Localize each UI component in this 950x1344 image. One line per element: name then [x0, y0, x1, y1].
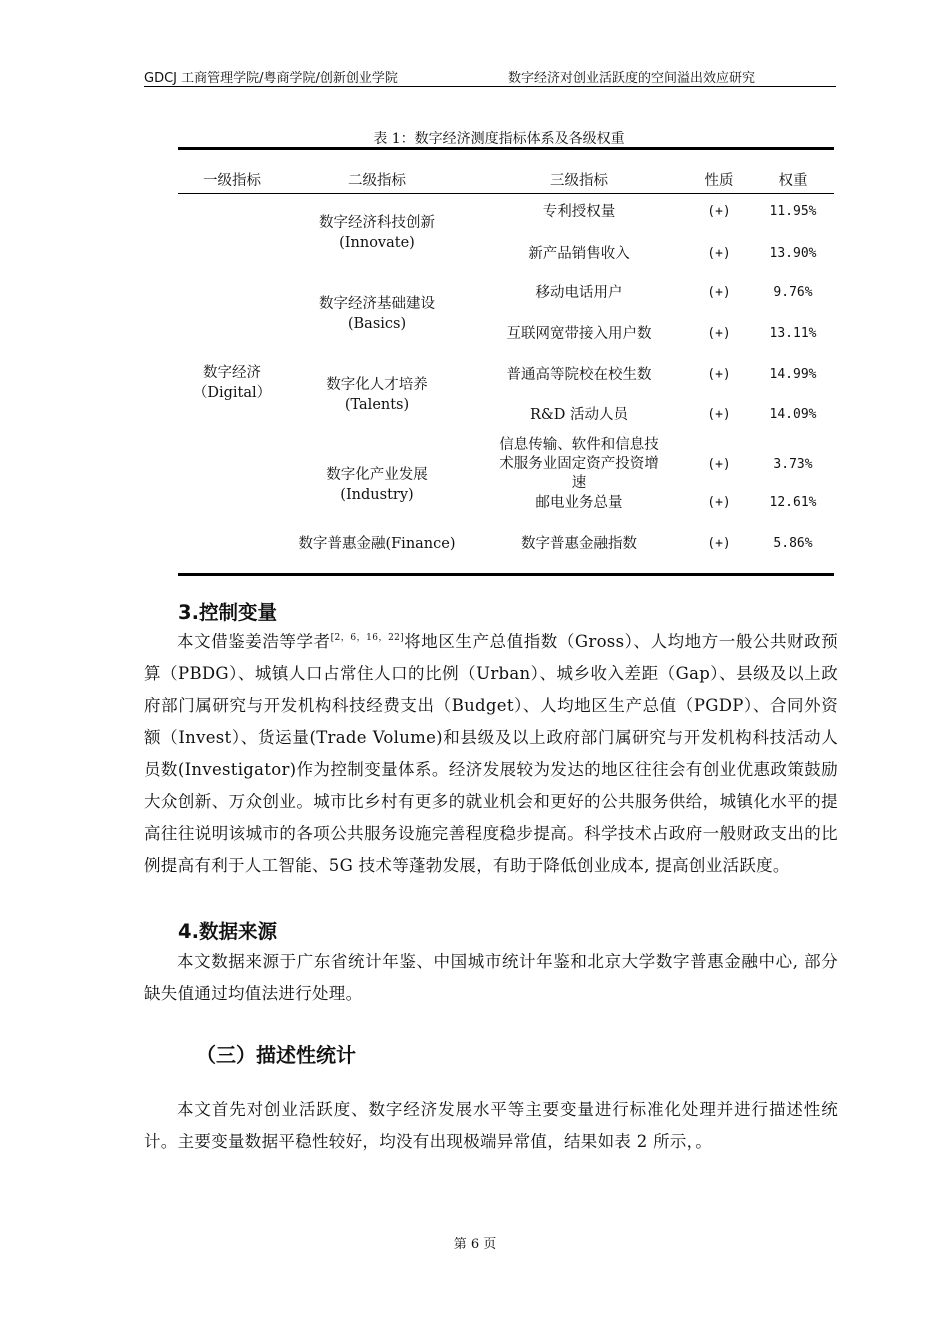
level2-name: 数字经济科技创新 [319, 215, 435, 231]
section-heading-descriptive-stats: （三）描述性统计 [196, 1043, 356, 1067]
descriptive-stats-paragraph [144, 1094, 838, 1158]
level2-en: (Talents) [344, 397, 410, 413]
level2-en: (Basics) [347, 316, 407, 332]
nature-cell: (+) [707, 246, 731, 261]
indicator-cell: 新产品销售收入 [528, 246, 630, 262]
paragraph-text: 本文首先对创业活跃度、数字经济发展水平等主要变量进行标准化处理并进行描述性统计。主要变量数据平稳性较好，均没有出现极端异常值，结果如表 2 所示，。 [144, 1100, 838, 1151]
indicator-cell: 普通高等院校在校生数 [506, 367, 652, 383]
weight-cell: 3.73% [773, 457, 813, 472]
section-heading-control-variables: 3.控制变量 [178, 601, 277, 624]
control-variables-paragraph [144, 626, 838, 882]
nature-cell: (+) [707, 495, 731, 510]
indicator-line: 术服务业固定资产投资增 [499, 456, 659, 472]
level2-cell [284, 375, 470, 415]
level2-en: (Innovate) [339, 235, 415, 251]
table-header-rule [178, 193, 834, 194]
level2-en: (Industry) [340, 487, 414, 503]
level2-name: 数字经济基础建设 [319, 296, 435, 312]
weight-cell: 14.99% [769, 367, 817, 382]
data-sources-paragraph [144, 946, 838, 1010]
table-header-level3: 三级指标 [550, 173, 608, 189]
weight-cell: 5.86% [773, 536, 813, 551]
nature-cell: (+) [707, 204, 731, 219]
table-header-nature: 性质 [704, 173, 734, 189]
indicator-line: 速 [571, 475, 587, 491]
indicator-cell: 移动电话用户 [535, 285, 623, 301]
indicator-line: 信息传输、软件和信息技 [499, 437, 659, 453]
table-header-level1: 一级指标 [203, 173, 261, 189]
weight-cell: 12.61% [769, 495, 817, 510]
level1-name: 数字经济 [203, 365, 261, 381]
indicator-cell: 专利授权量 [542, 204, 616, 220]
section-heading-data-sources: 4.数据来源 [178, 920, 277, 943]
table-top-rule [178, 147, 834, 150]
weight-cell: 9.76% [773, 285, 813, 300]
paragraph-text: 本文借鉴姜浩等学者 [177, 632, 331, 651]
citation: [2，6，16，22] [330, 633, 404, 643]
indicator-cell: R&D 活动人员 [529, 407, 629, 423]
nature-cell: (+) [707, 326, 731, 341]
level2-name: 数字化产业发展 [326, 467, 428, 483]
paragraph-text: 将地区生产总值指数（Gross）、人均地方一般公共财政预算（PBDG）、城镇人口占常住人口的比例（Urban）、城乡收入差距（Gap）、县级及以上政府部门属研究与开发机构科技经费支出（Budget）、人均地区生产总值（PGDP）、合同外资额（Invest）、货运量(Trade Volume)和县级及以上政府部门属研究与开发机构科技活动人员数(Investigator)作为控制变量体系。经济发展较为发达的地区往往会有创业优惠政策鼓励大众创新、万众创业。城市比乡村有更多的就业机会和更好的公共服务供给，城镇化水平的提高往往说明该城市的各项公共服务设施完善程度稳步提高。科学技术占政府一般财政支出的比例提高有利于人工智能、5G 技术等蓬勃发展，有助于降低创业成本, 提高创业活跃度。 [144, 632, 838, 875]
indicator-cell: 数字普惠金融指数 [521, 536, 637, 552]
table-header-level2: 二级指标 [348, 173, 406, 189]
weight-cell: 11.95% [769, 204, 817, 219]
nature-cell: (+) [707, 367, 731, 382]
nature-cell: (+) [707, 457, 731, 472]
weight-cell: 13.90% [769, 246, 817, 261]
indicator-cell [470, 436, 688, 493]
header-paper-title: 数字经济对创业活跃度的空间溢出效应研究 [508, 71, 756, 86]
indicator-cell: 互联网宽带接入用户数 [506, 326, 652, 342]
weight-cell: 14.09% [769, 407, 817, 422]
page-header [144, 66, 836, 87]
weight-cell: 13.11% [769, 326, 817, 341]
paragraph-text: 本文数据来源于广东省统计年鉴、中国城市统计年鉴和北京大学数字普惠金融中心, 部分缺失值通过均值法进行处理。 [144, 952, 838, 1003]
table-header-weight: 权重 [778, 173, 808, 189]
level2-cell [284, 213, 470, 253]
nature-cell: (+) [707, 536, 731, 551]
nature-cell: (+) [707, 407, 731, 422]
level2-cell [284, 465, 470, 505]
table-caption: 表 1：数字经济测度指标体系及各级权重 [373, 131, 625, 147]
header-institution: GDCJ 工商管理学院/粤商学院/创新创业学院 [144, 71, 398, 86]
nature-cell: (+) [707, 285, 731, 300]
level2-cell [284, 294, 470, 334]
level1-en: （Digital） [192, 385, 272, 401]
level2-name: 数字普惠金融(Finance) [298, 536, 456, 552]
level1-cell [180, 363, 284, 403]
level2-cell [284, 534, 470, 554]
page-number: 第 6 页 [453, 1237, 497, 1252]
table-bottom-rule [178, 573, 834, 576]
level2-name: 数字化人才培养 [326, 377, 428, 393]
indicator-cell: 邮电业务总量 [535, 495, 623, 511]
